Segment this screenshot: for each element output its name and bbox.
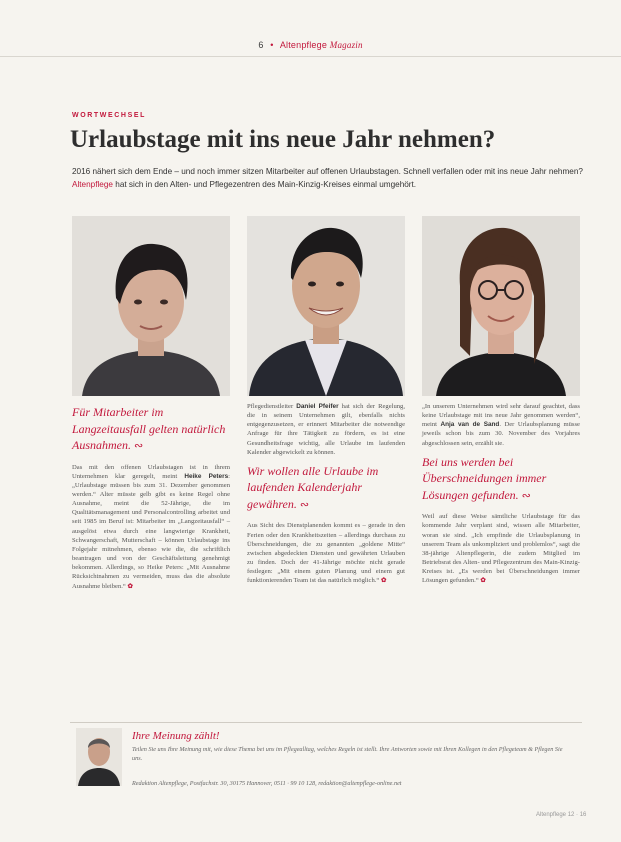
end-mark-icon: ✿ xyxy=(127,582,134,590)
column-2-body-continued: Aus Sicht des Dienstplanenden kommt es – gerade in den Ferien oder den Krankheitszeiten – allerdings durchaus zu Überschneidungen, die zu genannten „goldene Mitte“ zwischen abgedeckten Diensten und gewährten Urlauben zu finden. Doch der 41-Jährige möchte nicht gerade festlegen: „Mit einem guten Planung und einem gut funktionierenden Team ist das natürlich möglich.“ ✿ xyxy=(247,522,405,585)
portrait-photo-3 xyxy=(422,216,580,396)
page-folio: Altenpflege 12 · 16 xyxy=(536,812,587,818)
intro-paragraph: 2016 nähert sich dem Ende – und noch immer sitzen Mitarbeiter auf offenen Urlaubstagen. Schnell verfallen oder mit ins neue Jahr nehmen? Altenpflege hat sich in den Alten- und Pflegezentren des Main-Kinzig-Kreises einmal umgehört. xyxy=(72,167,583,189)
header-rule xyxy=(0,56,621,57)
page-headline: Urlaubstage mit ins neue Jahr nehmen? xyxy=(70,126,496,153)
column-2 xyxy=(247,402,405,592)
intro-highlight: Altenpflege xyxy=(72,179,113,189)
column-3-body-continued: Weil auf diese Weise sämtliche Urlaubstage für das kommende Jahr verplant sind, wissen alle Mitarbeiter, woran sie sind. „Ich empfinde die Urlaubsplanung in unserem Team als unkompliziert und problemlos“, sagt die 38-jährige Altenpflegerin, die zudem Mitglied im Betriebsrat des Alten- und Pflegezentrum des Main-Kinzig-Kreises ist. „Es werden bei Überschneidungen immer Lösungen gefunden.“ ✿ xyxy=(422,513,580,585)
column-3-body: „In unserem Unternehmen wird sehr darauf geachtet, dass keine Urlaubstage mit ins neue Jahr genommen werden“, meint Anja van de Sand. Der Urlaubsplanung müsse jeweils schon bis zum 30. November des Vorjahres abgeschlossen sein, erzählt sie. xyxy=(422,403,580,447)
end-mark-icon: ✿ xyxy=(480,577,486,585)
portrait-photo-2 xyxy=(247,216,405,396)
end-mark-icon: ✿ xyxy=(381,577,387,585)
opinion-contact: Redaktion Altenpflege, Postfachstr. 30, 30175 Hannover, 0511 · 99 10 128, redaktion@altenpflege-online.net xyxy=(132,780,402,787)
magazine-suffix: Magazin xyxy=(329,40,363,50)
pull-quote-2: Wir wollen alle Urlaube im laufenden Kalenderjahr gewähren. ∾ xyxy=(247,463,379,511)
pull-quote-1: Für Mitarbeiter im Langzeitausfall gelten natürlich Ausnahmen. ∾ xyxy=(72,405,226,452)
pull-quote-3: Bei uns werden bei Überschneidungen immer Lösungen gefunden. ∾ xyxy=(422,454,547,502)
section-label: WORTWECHSEL xyxy=(72,112,146,119)
editor-avatar xyxy=(76,728,122,786)
opinion-text: Teilen Sie uns Ihre Meinung mit, wie diese Thema bei uns im Pflegealltag, welches Regeln ist stellt. Ihre Antworten sowie mit Ihren Kollegen in den Pflegeteam & Pflegen Sie uns. xyxy=(132,746,563,762)
squiggle-ornament-icon: ∾ xyxy=(521,489,531,502)
column-1-body: Das mit den offenen Urlaubstagen ist in ihrem Unternehmen klar geregelt, meint Heike Peters: „Urlaubstage müssen bis zum 31. Dezember genommen werden.“ Alter müsste gelb gibt es keine Regel ohne Ausnahme, meint die 52-Jährige, die im Qualitätsmanagement und Personalcontrolling arbeitet und seit 1985 im Beruf ist: Mitarbeiter im „Langzeitausfall“ – ausgelöst etwa durch eine langwierige Krankheit, Schwangerschaft, Mutterschaft – können Urlaubstage ins Folgejahr mitnehmen, ebenso wie die, die schriftlich beantragen und von der Geschäftsleitung genehmigt bekommen. Allerdings, so Heike Peters: „Mit Ausnahme Rücksichtnahmen zu vermeiden, muss das die absolute Ausnahme bleiben.“ ✿ xyxy=(72,463,230,590)
page-number: 6 xyxy=(258,40,264,50)
column-3 xyxy=(422,402,580,592)
squiggle-ornament-icon: ∾ xyxy=(134,440,144,452)
interviewee-name-2: Daniel Pfeifer xyxy=(296,403,339,410)
squiggle-ornament-icon: ∾ xyxy=(299,498,310,511)
running-head xyxy=(0,40,621,50)
opinion-divider xyxy=(70,722,582,723)
running-head-separator: • xyxy=(270,40,274,50)
opinion-title: Ihre Meinung zählt! xyxy=(132,730,220,742)
portrait-photo-1 xyxy=(72,216,230,396)
interviewee-name-3: Anja van de Sand xyxy=(440,421,500,429)
column-1 xyxy=(72,402,230,597)
interviewee-name-1: Heike Peters xyxy=(184,472,229,480)
column-2-body: Pflegedienstleiter Daniel Pfeifer hat sich der Regelung, die in seinem Unternehmen gilt, ebenfalls nichts entgegenzusetzen, er erinnert Mitarbeiter die notwendige Anfrage für ihre Tätigkeit zu fördern, es ist eine Gesundheitsfrage wichtig, alle Urlaube im laufenden Kalender abgewickelt zu können. xyxy=(247,403,406,456)
magazine-name: Altenpflege Magazin xyxy=(279,40,363,50)
opinion-box xyxy=(70,728,582,800)
